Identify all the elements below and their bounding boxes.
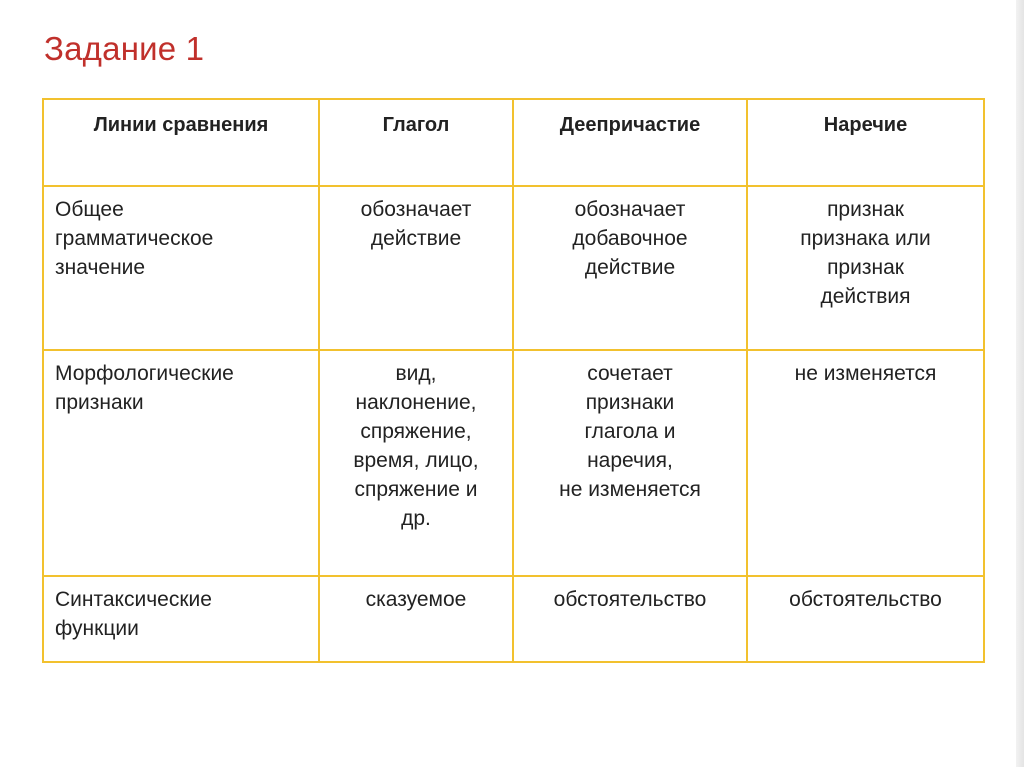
cell-adverb-syntactic-functions: обстоятельство [747, 576, 984, 662]
comparison-table [42, 98, 985, 663]
header-gerund: Деепричастие [513, 99, 747, 186]
table-row-general-meaning [43, 186, 984, 350]
header-comparison-lines: Линии сравнения [43, 99, 319, 186]
header-adverb: Наречие [747, 99, 984, 186]
cell-verb-syntactic-functions: сказуемое [319, 576, 513, 662]
slide-edge [1016, 0, 1024, 767]
table-row-syntactic-functions [43, 576, 984, 662]
cell-gerund-syntactic-functions: обстоятельство [513, 576, 747, 662]
row-label-syntactic-functions: Синтаксические функции [43, 576, 319, 662]
cell-verb-general-meaning: обозначает действие [319, 186, 513, 350]
row-label-general-meaning: Общее грамматическое значение [43, 186, 319, 350]
slide-title: Задание 1 [44, 30, 205, 67]
cell-verb-morphological-features: вид, наклонение, спряжение, время, лицо, спряжение и др. [319, 350, 513, 576]
row-label-morphological-features: Морфологические признаки [43, 350, 319, 576]
cell-adverb-general-meaning: признак признака или признак действия [747, 186, 984, 350]
cell-adverb-morphological-features: не изменяется [747, 350, 984, 576]
cell-gerund-general-meaning: обозначает добавочное действие [513, 186, 747, 350]
table-row-morphological-features [43, 350, 984, 576]
table-header-row [43, 99, 984, 186]
header-verb: Глагол [319, 99, 513, 186]
cell-gerund-morphological-features: сочетает признаки глагола и наречия, не изменяется [513, 350, 747, 576]
